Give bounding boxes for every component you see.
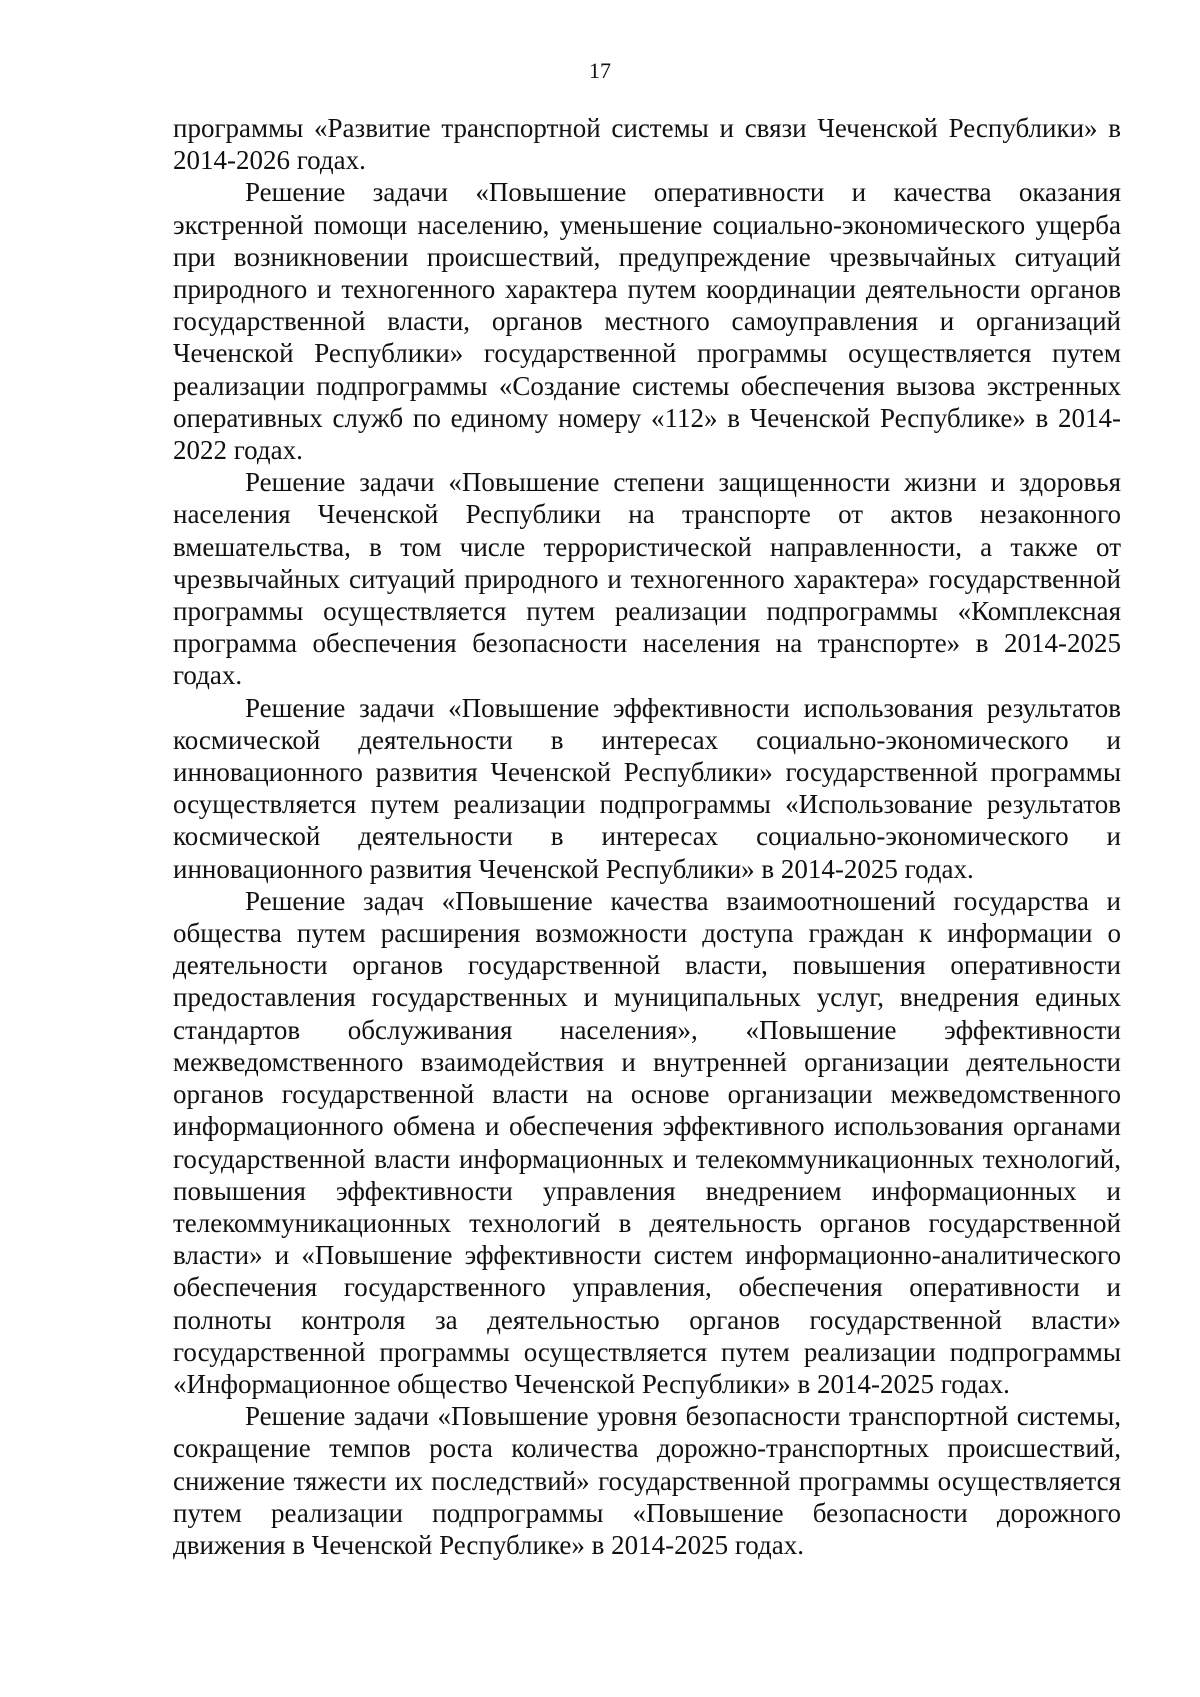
- page-number: 17: [589, 58, 611, 83]
- paragraph-space-activity: Решение задачи «Повышение эффективности использования результатов космической деятельности в интересах социально-экономического и инновационного развития Чеченской Республики» государственной программы осуществляется путем реализации подпрограммы «Использование результатов космической деятельности в интересах социально-экономического и инновационного развития Чеченской Республики» в 2014-2025 годах.: [173, 692, 1121, 884]
- paragraph-information-society: Решение задач «Повышение качества взаимоотношений государства и общества путем расширения возможности доступа граждан к информации о деятельности органов государственной власти, повышения оперативности предоставления государственных и муниципальных услуг, внедрения единых стандартов обслуживания населения», «Повышение эффективности межведомственного взаимодействия и внутренней организации деятельности органов государственной власти на основе организации межведомственного информационного обмена и обеспечения эффективного использования органами государственной власти информационных и телекоммуникационных технологий, повышения эффективности управления внедрением информационных и телекоммуникационных технологий в деятельность органов государственной власти» и «Повышение эффективности систем информационно-аналитического обеспечения государственного управления, обеспечения оперативности и полноты контроля за деятельностью органов государственной власти» государственной программы осуществляется путем реализации подпрограммы «Информационное общество Чеченской Республики» в 2014-2025 годах.: [173, 885, 1121, 1399]
- paragraph-road-safety: Решение задачи «Повышение уровня безопасности транспортной системы, сокращение темпов роста количества дорожно-транспортных происшествий, снижение тяжести их последствий» государственной программы осуществляется путем реализации подпрограммы «Повышение безопасности дорожного движения в Чеченской Республике» в 2014-2025 годах.: [173, 1401, 1121, 1560]
- paragraph-transport-security: Решение задачи «Повышение степени защищенности жизни и здоровья населения Чеченской Республики на транспорте от актов незаконного вмешательства, в том числе террористической направленности, а также от чрезвычайных ситуаций природного и техногенного характера» государственной программы осуществляется путем реализации подпрограммы «Комплексная программа обеспечения безопасности населения на транспорте» в 2014-2025 годах.: [173, 467, 1121, 691]
- paragraph-continuation: программы «Развитие транспортной системы и связи Чеченской Республики» в 2014-2026 годах.: [173, 113, 1121, 176]
- paragraph-112-service: Решение задачи «Повышение оперативности и качества оказания экстренной помощи населению, уменьшение социально-экономического ущерба при возникновении происшествий, предупреждение чрезвычайных ситуаций природного и техногенного характера путем координации деятельности органов государственной власти, органов местного самоуправления и организаций Чеченской Республики» государственной программы осуществляется путем реализации подпрограммы «Создание системы обеспечения вызова экстренных оперативных служб по единому номеру «112» в Чеченской Республике» в 2014-2022 годах.: [173, 177, 1121, 466]
- document-body: [173, 112, 1121, 1561]
